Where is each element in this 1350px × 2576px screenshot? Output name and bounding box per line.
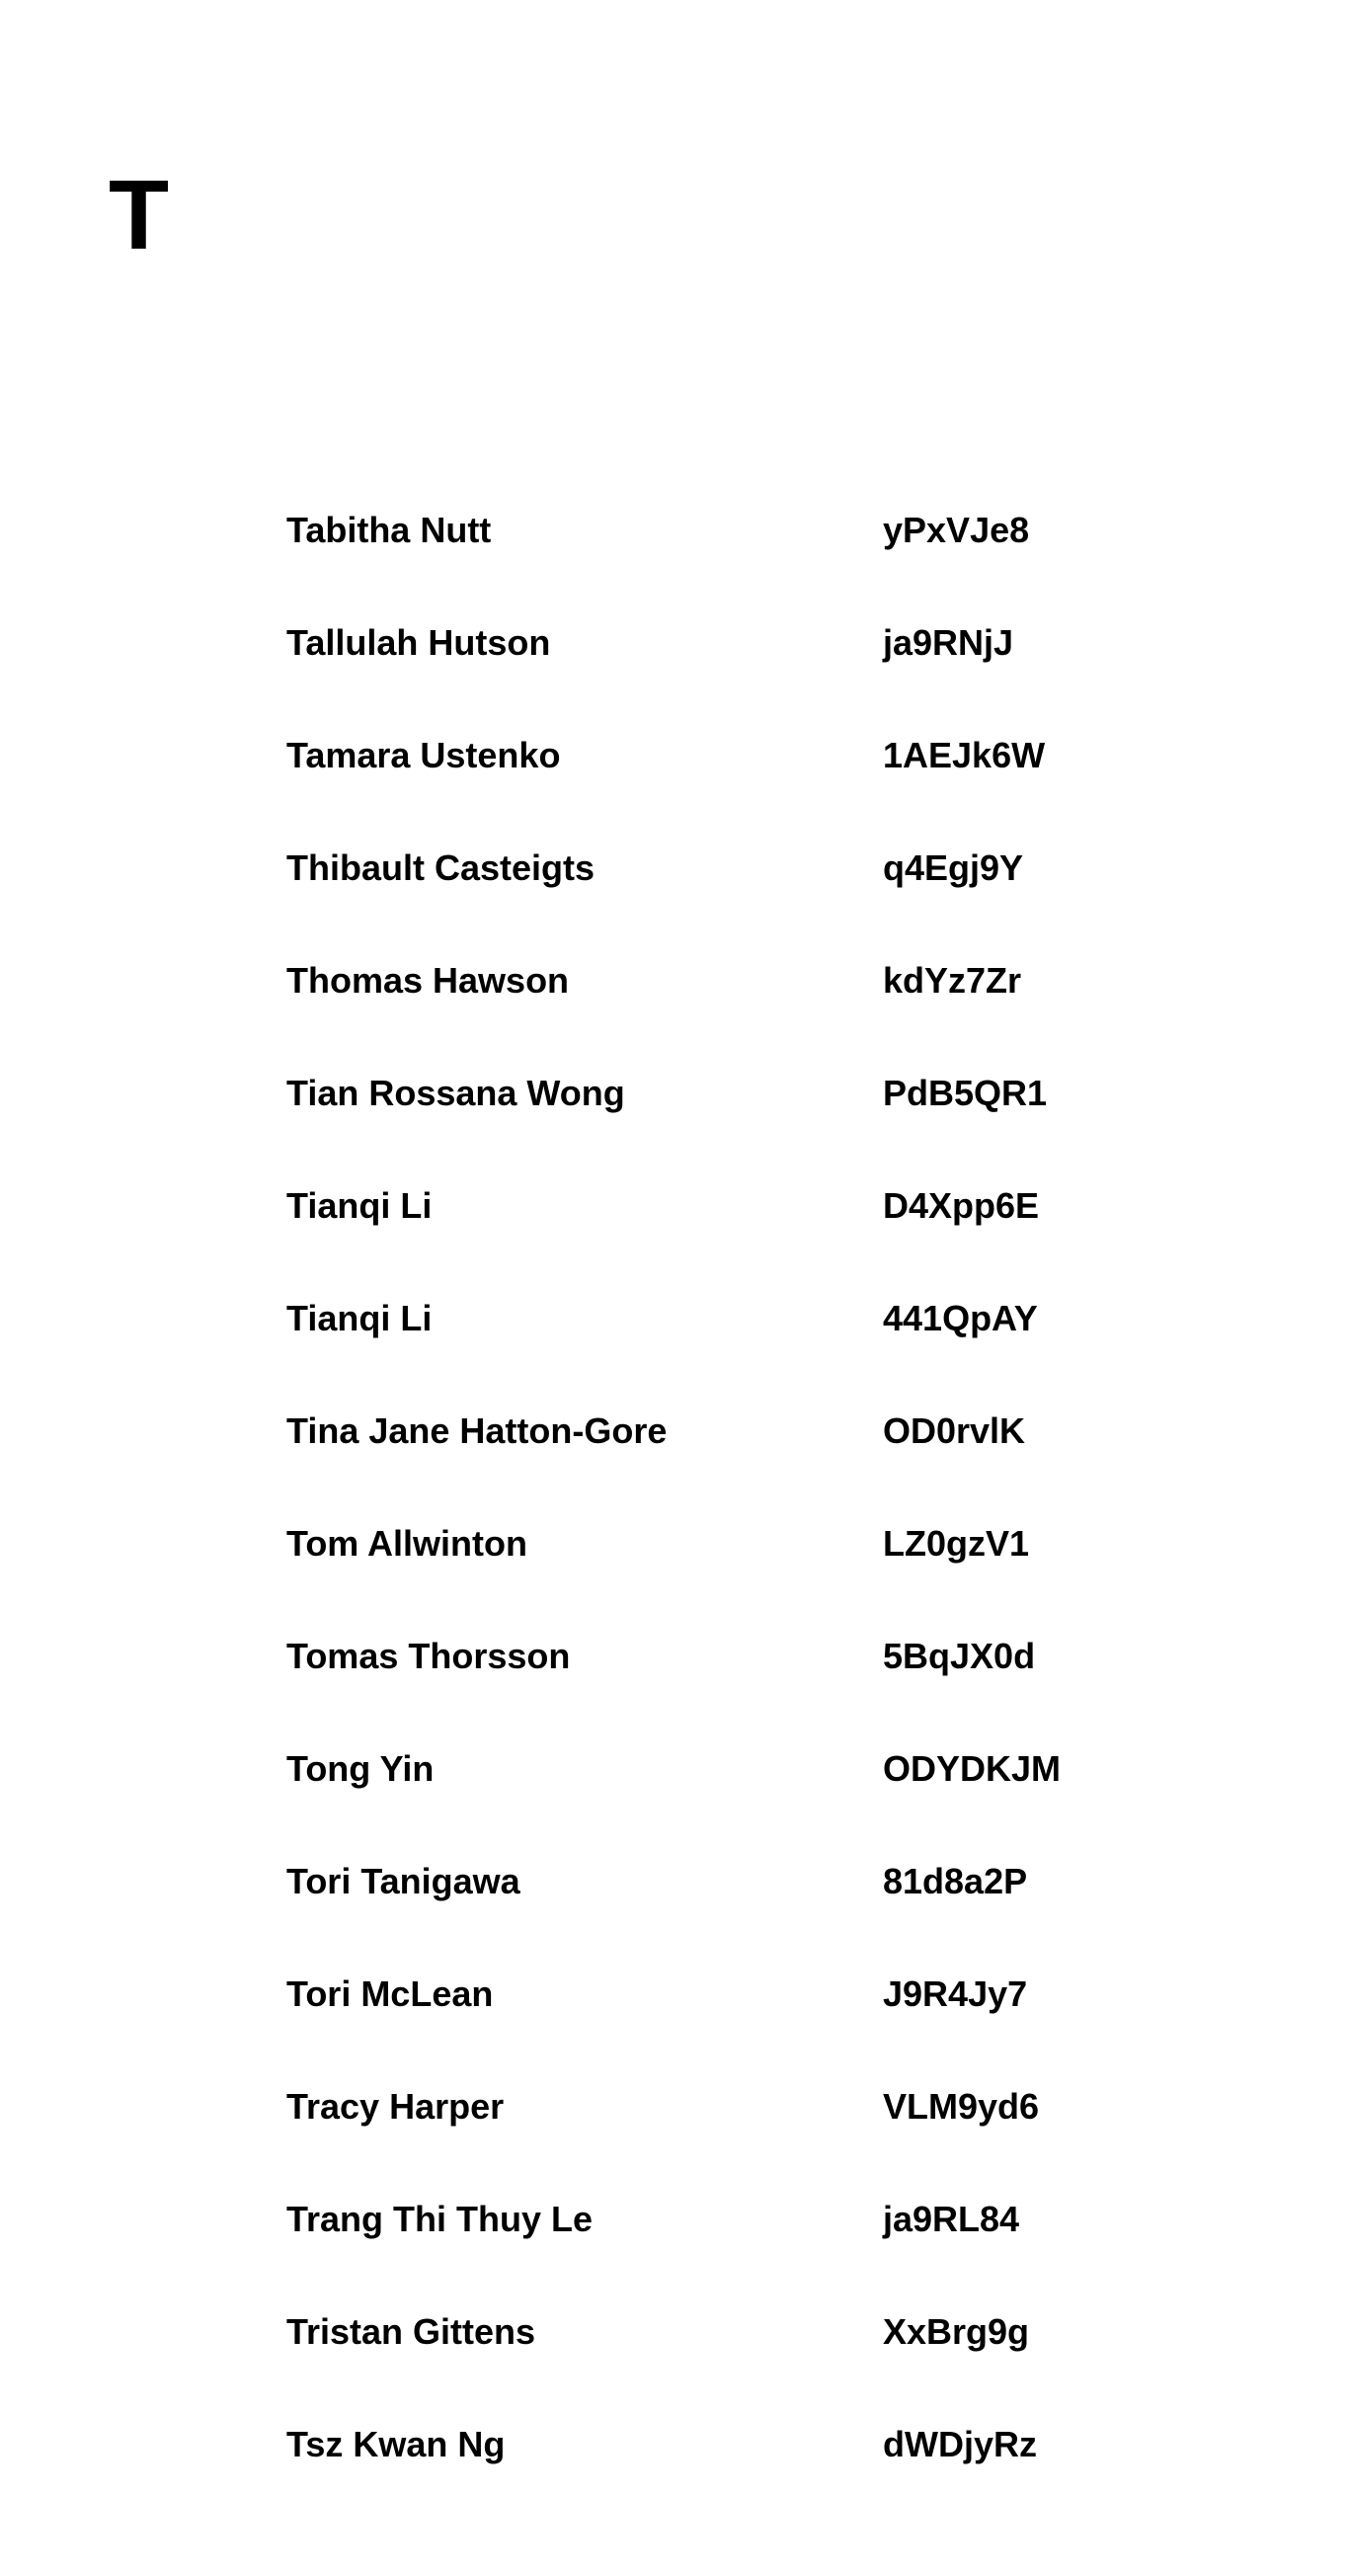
entry-name: Tsz Kwan Ng (286, 2424, 506, 2464)
list-item (286, 1938, 1175, 2051)
entry-code: ODYDKJM (883, 1748, 1062, 1789)
list-item (286, 925, 1175, 1037)
section-letter-heading: T (109, 160, 170, 271)
entry-name: Tamara Ustenko (286, 735, 561, 775)
entry-code: OD0rvlK (883, 1410, 1026, 1451)
entry-name: Tianqi Li (286, 1185, 433, 1226)
entry-name: Trang Thi Thuy Le (286, 2199, 594, 2239)
entry-name: Tong Yin (286, 1748, 435, 1789)
entry-code: ja9RL84 (883, 2199, 1020, 2239)
entry-code: XxBrg9g (883, 2311, 1030, 2352)
list-item (286, 699, 1175, 812)
entry-name: Tori McLean (286, 1973, 494, 2014)
list-item (286, 2276, 1175, 2388)
entry-code: 81d8a2P (883, 1861, 1028, 1901)
list-item (286, 1150, 1175, 1262)
entry-name: Tabitha Nutt (286, 510, 492, 550)
entry-code: LZ0gzV1 (883, 1523, 1030, 1564)
list-item (286, 1262, 1175, 1375)
entry-name: Tomas Thorsson (286, 1636, 571, 1676)
list-item (286, 812, 1175, 925)
list-item (286, 587, 1175, 699)
entry-code: dWDjyRz (883, 2424, 1037, 2464)
entry-code: PdB5QR1 (883, 1073, 1048, 1113)
entry-name: Thibault Casteigts (286, 847, 596, 888)
entry-code: q4Egj9Y (883, 847, 1024, 888)
entry-code: kdYz7Zr (883, 960, 1022, 1001)
entry-code: J9R4Jy7 (883, 1973, 1028, 2014)
entry-name: Tristan Gittens (286, 2311, 536, 2352)
entry-name: Tianqi Li (286, 1298, 433, 1338)
entry-code: 441QpAY (883, 1298, 1038, 1338)
list-item (286, 1488, 1175, 1600)
list-item (286, 1600, 1175, 1713)
entry-name: Tom Allwinton (286, 1523, 527, 1564)
entry-code: 5BqJX0d (883, 1636, 1036, 1676)
list-item (286, 2163, 1175, 2276)
entry-name: Tina Jane Hatton-Gore (286, 1410, 668, 1451)
list-item (286, 2388, 1175, 2501)
entry-name: Tracy Harper (286, 2086, 505, 2127)
entry-name: Tian Rossana Wong (286, 1073, 625, 1113)
list-item (286, 1825, 1175, 1938)
entry-code: D4Xpp6E (883, 1185, 1040, 1226)
entry-name: Tori Tanigawa (286, 1861, 520, 1901)
list-item (286, 474, 1175, 587)
entry-code: 1AEJk6W (883, 735, 1046, 775)
list-item (286, 1713, 1175, 1825)
list-item (286, 1037, 1175, 1150)
entry-code: VLM9yd6 (883, 2086, 1040, 2127)
list-item (286, 1375, 1175, 1488)
entry-list (286, 474, 1175, 2501)
entry-code: yPxVJe8 (883, 510, 1030, 550)
entry-code: ja9RNjJ (883, 622, 1014, 663)
list-item (286, 2051, 1175, 2163)
entry-name: Tallulah Hutson (286, 622, 551, 663)
entry-name: Thomas Hawson (286, 960, 570, 1001)
